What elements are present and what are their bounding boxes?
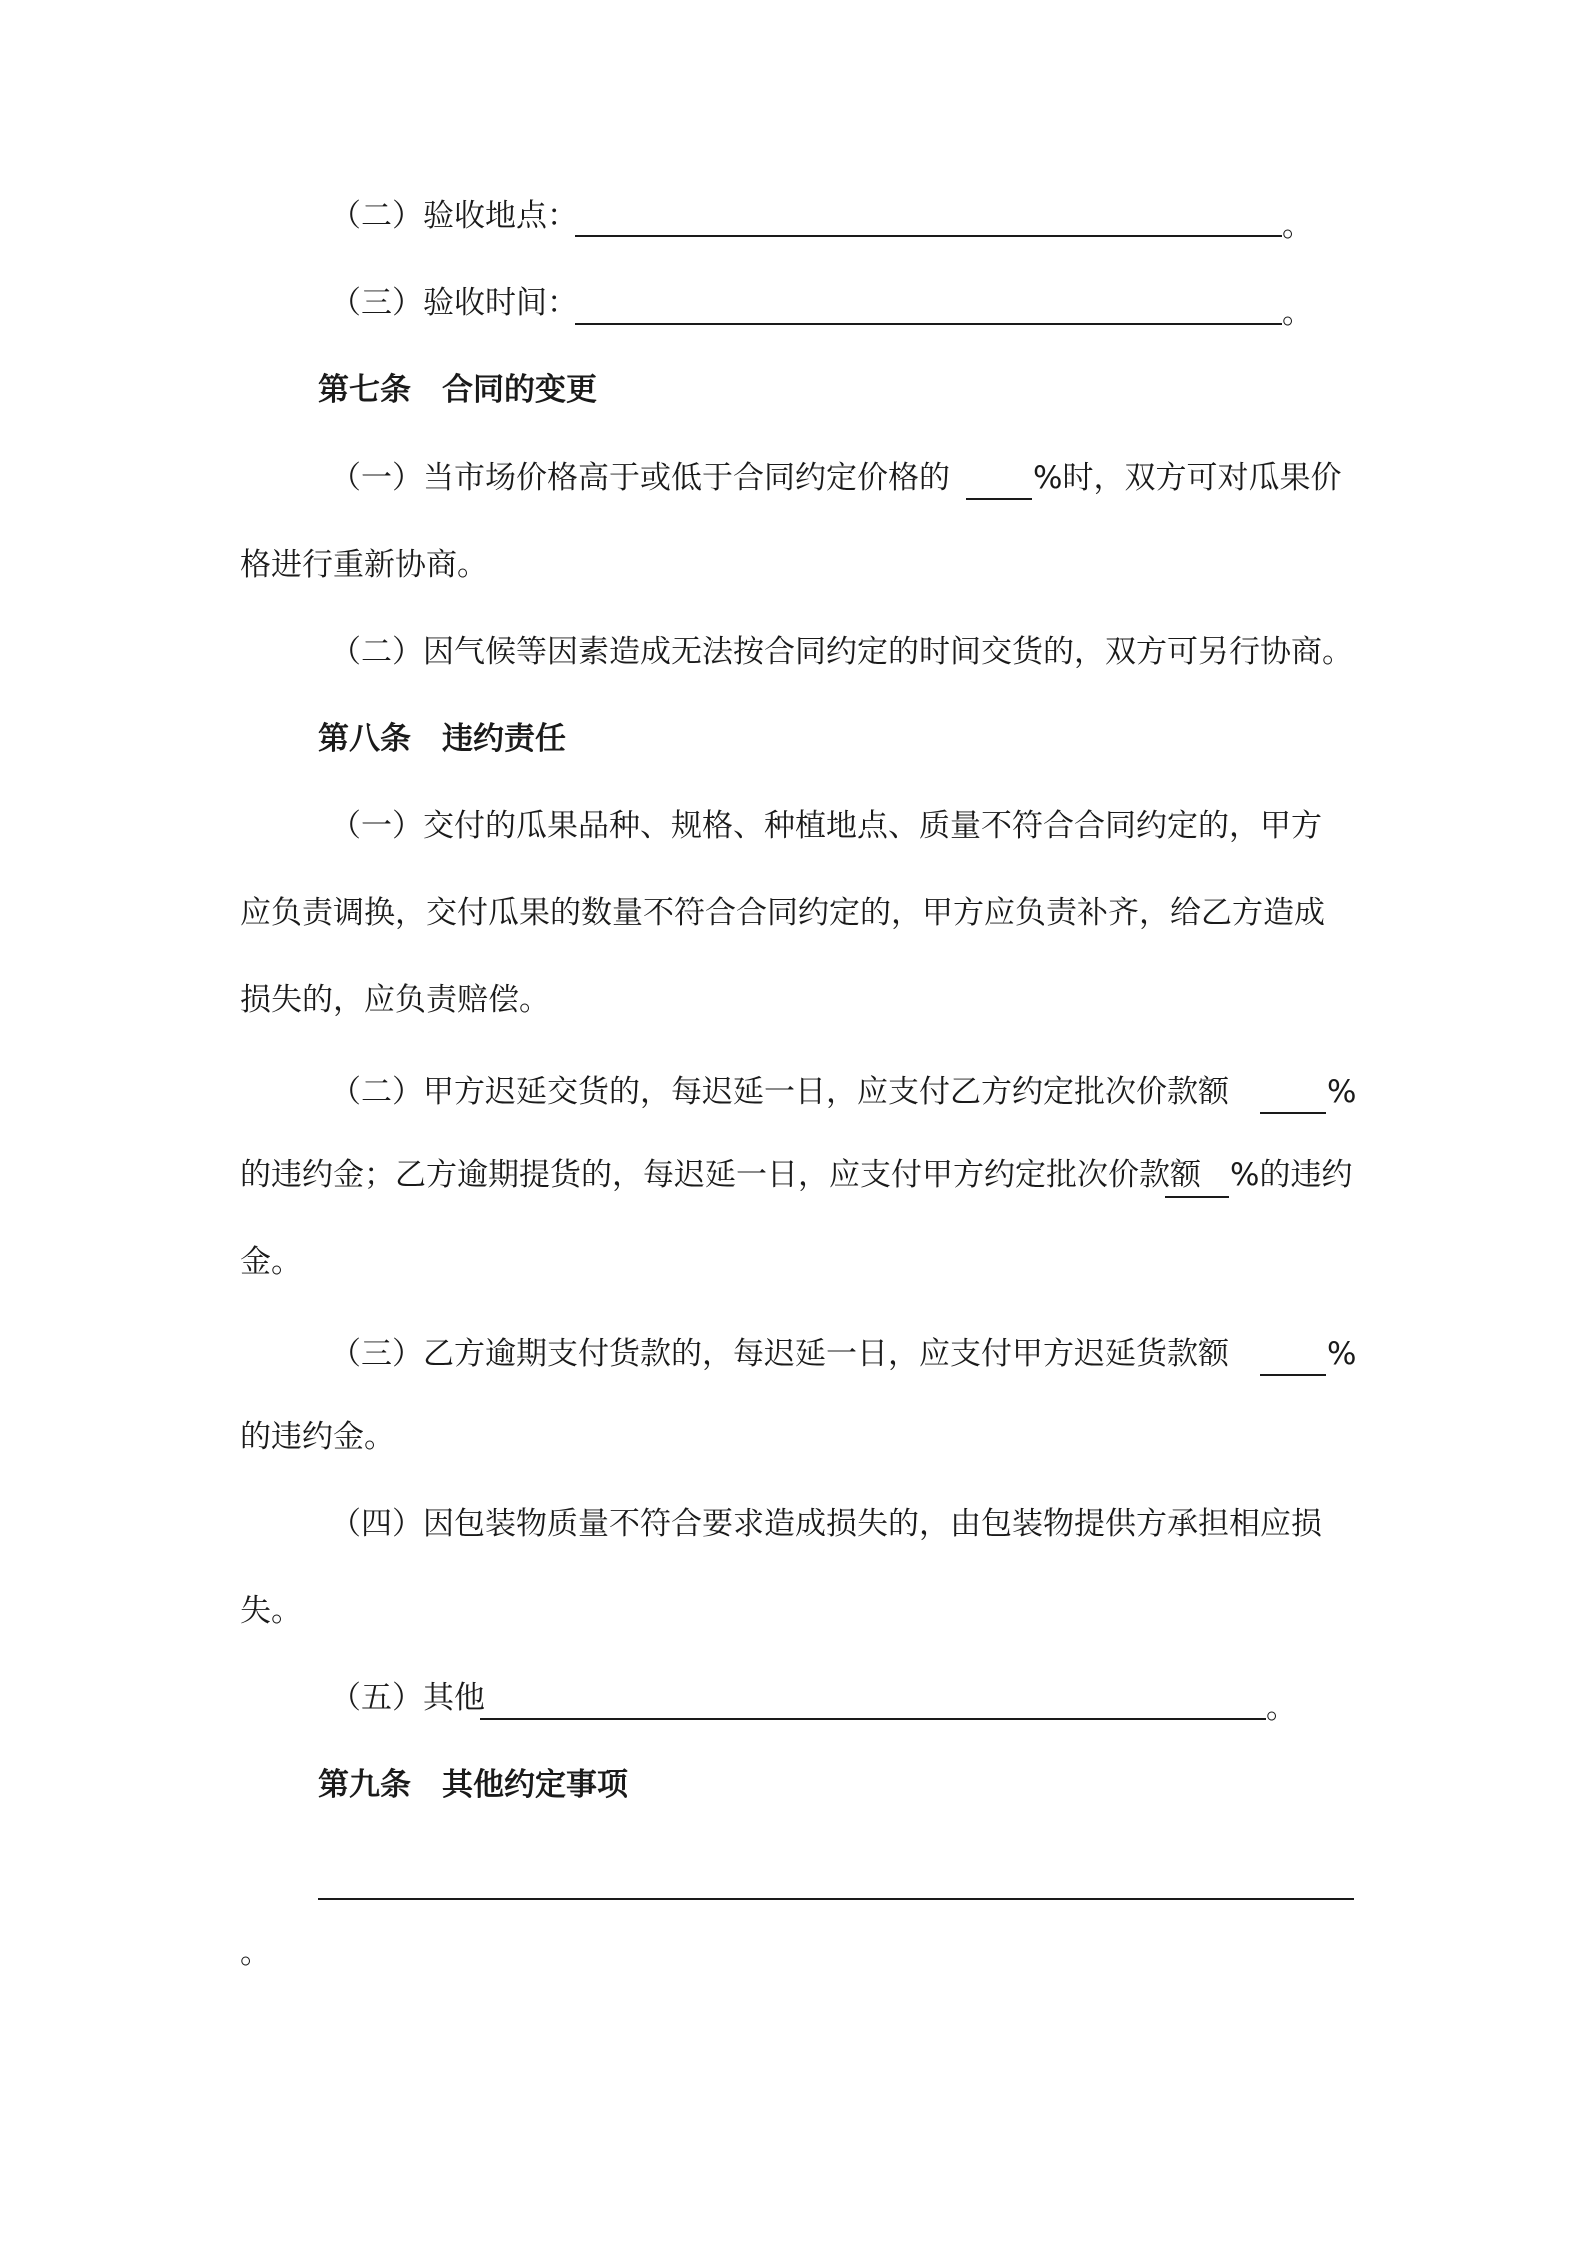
article-9-heading xyxy=(0,1755,1586,1815)
clause-8-3-percent: % xyxy=(1327,1336,1357,1372)
clause-8-4-line-1 xyxy=(0,1494,1586,1554)
clause-8-3-line-2 xyxy=(0,1407,1586,1467)
clause-8-3-line-1b xyxy=(0,1324,1586,1384)
clause-8-4-text-a: （四）因包装物质量不符合要求造成损失的，由包装物提供方承担相应损 xyxy=(330,1506,1322,1542)
clause-7-1-text-a: （一）当市场价格高于或低于合同约定价格的 xyxy=(330,460,950,496)
clause-8-2-line-2b xyxy=(0,1145,1586,1205)
clause-8-3-text-a: （三）乙方逾期支付货款的，每迟延一日，应支付甲方迟延货款额 xyxy=(330,1336,1229,1372)
clause-7-2-text: （二）因气候等因素造成无法按合同约定的时间交货的，双方可另行协商。 xyxy=(330,634,1353,670)
clause-8-4-line-2 xyxy=(0,1581,1586,1641)
period-mark: 。 xyxy=(1282,208,1313,244)
clause-8-1-text-a: （一）交付的瓜果品种、规格、种植地点、质量不符合合同约定的，甲方 xyxy=(330,808,1322,844)
clause-8-2-line-3 xyxy=(0,1232,1586,1292)
clause-8-1-text-b: 应负责调换，交付瓜果的数量不符合合同约定的，甲方应负责补齐，给乙方造成 xyxy=(240,895,1325,931)
article-8-title: 第八条 违约责任 xyxy=(318,721,566,757)
article-7-heading xyxy=(0,360,1586,420)
period-mark: 。 xyxy=(240,1935,271,1971)
clause-8-2-text-c: %的违约 xyxy=(1230,1157,1353,1193)
clause-8-2-text-d: 金。 xyxy=(240,1244,302,1280)
article-8-heading xyxy=(0,709,1586,769)
other-matters-blank[interactable] xyxy=(318,1898,1354,1900)
clause-8-2-line-1b xyxy=(0,1062,1586,1122)
clause-7-1-line-1b xyxy=(0,448,1586,508)
clause-8-1-line-3 xyxy=(0,970,1586,1030)
clause-7-1-text-c: 格进行重新协商。 xyxy=(240,547,488,583)
period-mark: 。 xyxy=(1266,1690,1297,1726)
clause-8-5-label: （五）其他 xyxy=(330,1680,485,1716)
clause-7-1-text-b: %时，双方可对瓜果价 xyxy=(1033,460,1342,496)
acceptance-location-label: （二）验收地点： xyxy=(330,198,578,234)
clause-8-2-percent: % xyxy=(1327,1074,1357,1110)
acceptance-time-end-line xyxy=(0,283,1586,343)
clause-8-2-text-b: 的违约金；乙方逾期提货的，每迟延一日，应支付甲方约定批次价款额 xyxy=(240,1157,1201,1193)
clause-8-1-line-2 xyxy=(0,883,1586,943)
clause-8-1-text-c: 损失的，应负责赔偿。 xyxy=(240,982,550,1018)
clause-8-4-text-b: 失。 xyxy=(240,1593,302,1629)
clause-7-1-line-2 xyxy=(0,535,1586,595)
clause-8-5-end-line xyxy=(0,1678,1586,1738)
article-9-title: 第九条 其他约定事项 xyxy=(318,1767,628,1803)
acceptance-time-label: （三）验收时间： xyxy=(330,285,578,321)
other-matters-end-line xyxy=(0,1923,1586,1983)
article-7-title: 第七条 合同的变更 xyxy=(318,372,597,408)
clause-8-2-text-a: （二）甲方迟延交货的，每迟延一日，应支付乙方约定批次价款额 xyxy=(330,1074,1229,1110)
acceptance-location-end-line xyxy=(0,196,1586,256)
period-mark: 。 xyxy=(1282,295,1313,331)
clause-8-1-line-1 xyxy=(0,796,1586,856)
clause-8-3-text-b: 的违约金。 xyxy=(240,1419,395,1455)
clause-7-2-line xyxy=(0,622,1586,682)
